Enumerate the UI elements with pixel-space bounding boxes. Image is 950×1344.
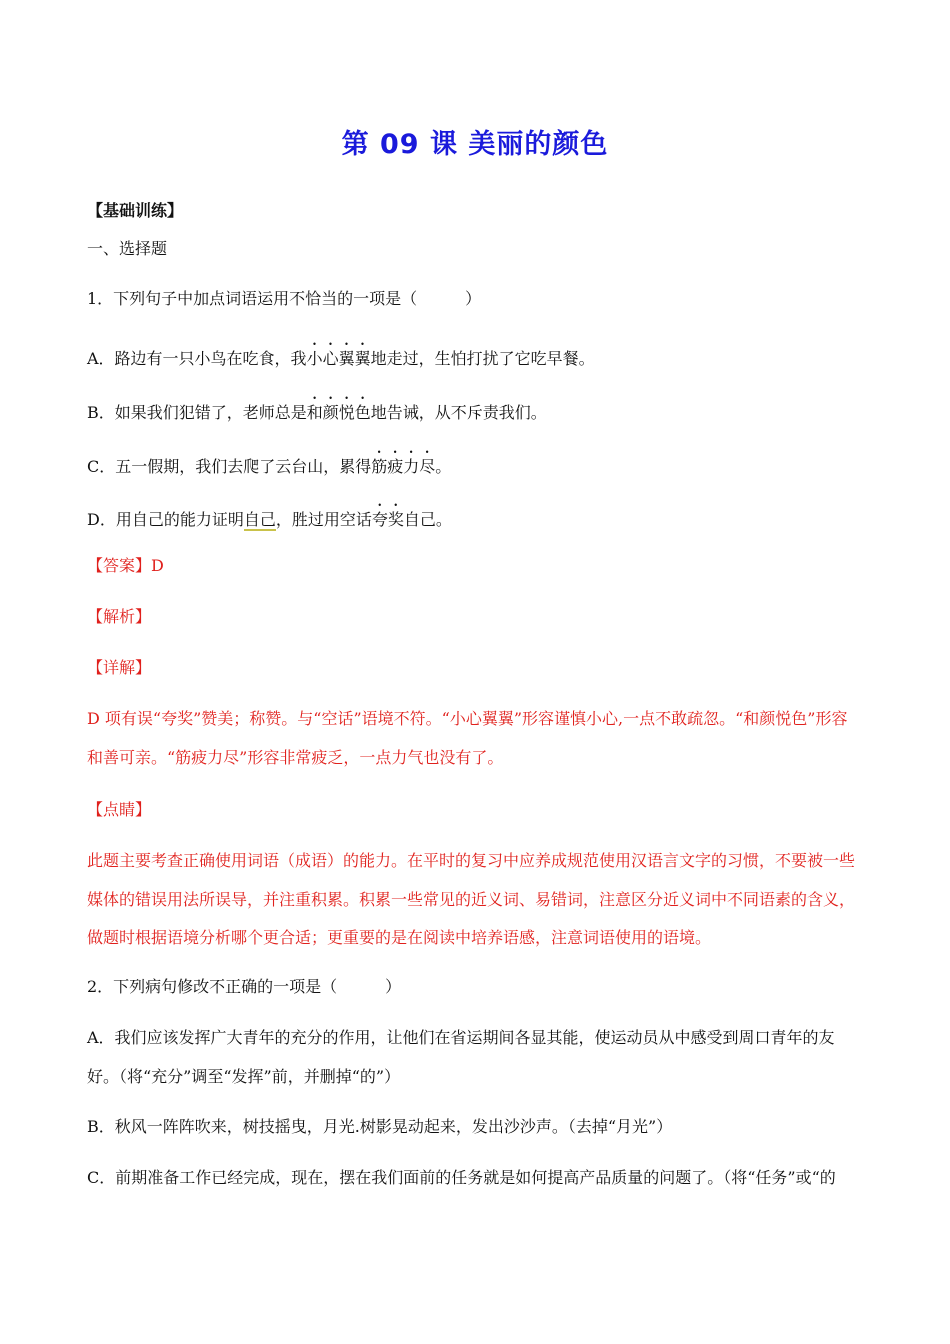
question-1-option-c: [87, 448, 451, 478]
question-2-option-b: B．秋风一阵阵吹来，树技摇曳，月光.树影晃动起来，发出沙沙声。（去掉“月光”）: [87, 1117, 673, 1136]
option-text: “的”）: [351, 1066, 401, 1086]
option-text: 自己。: [403, 510, 452, 529]
option-text: B．如果我们犯错了，老师总是: [87, 403, 307, 422]
option-text: ，胜过用空话: [275, 510, 372, 529]
option-text: C．五一假期，我们去爬了云台山，累得: [87, 457, 372, 476]
option-text: 地告诫，从不斥责我们。: [370, 403, 547, 422]
point-label: 【点睛】: [87, 800, 152, 819]
option-text: D．用自己的能力证明: [87, 510, 244, 529]
part-heading: 一、选择题: [87, 239, 168, 258]
dotted-word: 夸奖: [371, 510, 404, 529]
option-text: 地走过，生怕打扰了它吃早餐。: [370, 349, 595, 368]
question-2-stem: 2．下列病句修改不正确的一项是（ ）: [87, 977, 402, 996]
dotted-word: 筋疲力尽: [371, 457, 436, 476]
question-1-option-b: [87, 394, 547, 424]
option-text: 。: [435, 457, 452, 476]
point-text: 此题主要考查正确使用词语（成语）的能力。在平时的复习中应养成规范使用汉语言文字的习惯，不要被一些媒体的错误用法所误导，并注重积累。积累一些常见的近义词、易错词，注意区分近义词中不同语素的含义，做题时根据语境分析哪个更合适；更重要的是在阅读中培养语感，注意词语使用的语境。: [87, 851, 856, 947]
answer: 【答案】D: [87, 556, 164, 575]
question-1-stem: 1．下列句子中加点词语运用不恰当的一项是（ ）: [87, 289, 482, 308]
analysis-label: 【解析】: [87, 607, 152, 626]
page-title: 第 09 课 美丽的颜色: [341, 129, 609, 160]
dotted-word: 小心翼翼: [306, 349, 371, 368]
detail-text: D 项有误“夸奖”赞美；称赞。与“空话”语境不符。“小心翼翼”形容谨慎小心,一点不敢疏忽。“和颜悦色”形容和善可亲。“筋疲力尽”形容非常疲乏，一点力气也没有了。: [87, 709, 848, 767]
option-text: A．路边有一只小鸟在吃食，我: [87, 349, 307, 368]
question-2-option-c: C．前期准备工作已经完成，现在，摆在我们面前的任务就是如何提高产品质量的问题了。（将“任务”或“的: [87, 1168, 836, 1187]
section-heading: 【基础训练】: [87, 201, 184, 220]
marked-char: 自: [243, 510, 260, 529]
question-1-option-d: [87, 501, 452, 531]
option-text: A．我们应该发挥广大青年的充分的作用，让他们在省运期间各显其能，使运动员从中感受到周口青年的友好。（将“充分”调至“发挥”前，并删掉: [87, 1028, 835, 1086]
marked-char: 己: [259, 510, 276, 529]
question-1-option-a: [87, 340, 595, 370]
question-2-option-a: [87, 1019, 862, 1096]
dotted-word: 和颜悦色: [306, 403, 371, 422]
detail-label: 【详解】: [87, 658, 152, 677]
